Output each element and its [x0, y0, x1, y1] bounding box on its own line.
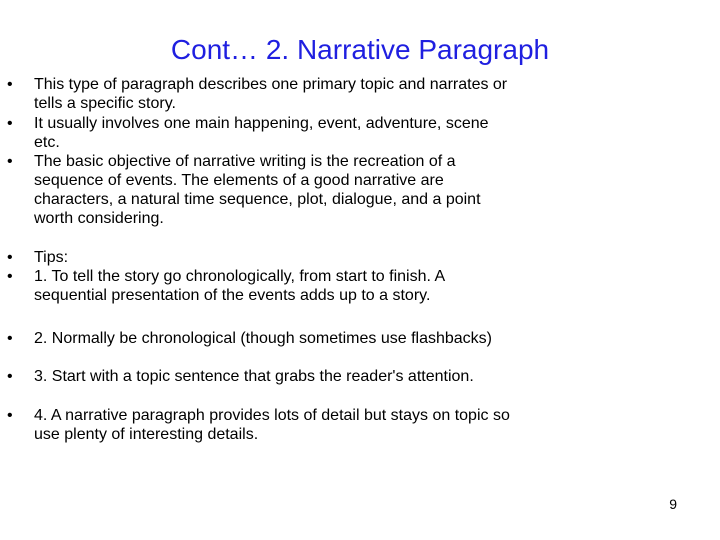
- bullet-text: 4. A narrative paragraph provides lots of detail but stays on topic so use plenty of interesting details.: [34, 407, 510, 443]
- list-item: [7, 114, 514, 152]
- bullet-marker: •: [7, 76, 13, 93]
- bullet-marker: •: [7, 268, 13, 285]
- list-item: [7, 267, 514, 305]
- bullet-marker: •: [7, 330, 13, 347]
- bullet-text: Tips:: [34, 249, 69, 266]
- bullet-marker: •: [7, 153, 13, 170]
- list-item: [7, 75, 514, 113]
- list-item: [7, 329, 514, 348]
- bullet-marker: •: [7, 368, 13, 385]
- bullet-marker: •: [7, 115, 13, 132]
- page-number: 9: [669, 496, 677, 512]
- bullet-text: The basic objective of narrative writing is the recreation of a sequence of events. The elements of a good narrative are characters, a natural time sequence, plot, dialogue, and a point worth considering.: [34, 153, 481, 227]
- slide-title: Cont… 2. Narrative Paragraph: [170, 34, 550, 65]
- list-item: [7, 367, 514, 386]
- list-item: [7, 248, 514, 267]
- list-item: [7, 152, 514, 228]
- bullet-text: This type of paragraph describes one primary topic and narrates or tells a specific story.: [34, 76, 508, 112]
- bullet-text: It usually involves one main happening, event, adventure, scene etc.: [34, 115, 489, 151]
- bullet-text: 2. Normally be chronological (though sometimes use flashbacks): [34, 330, 492, 347]
- bullet-text: 3. Start with a topic sentence that grabs the reader's attention.: [34, 368, 474, 385]
- bullet-marker: •: [7, 407, 13, 424]
- bullet-marker: •: [7, 249, 13, 266]
- bullet-text: 1. To tell the story go chronologically, from start to finish. A sequential presentation of the events adds up to a story.: [34, 268, 445, 304]
- list-item: [7, 406, 514, 444]
